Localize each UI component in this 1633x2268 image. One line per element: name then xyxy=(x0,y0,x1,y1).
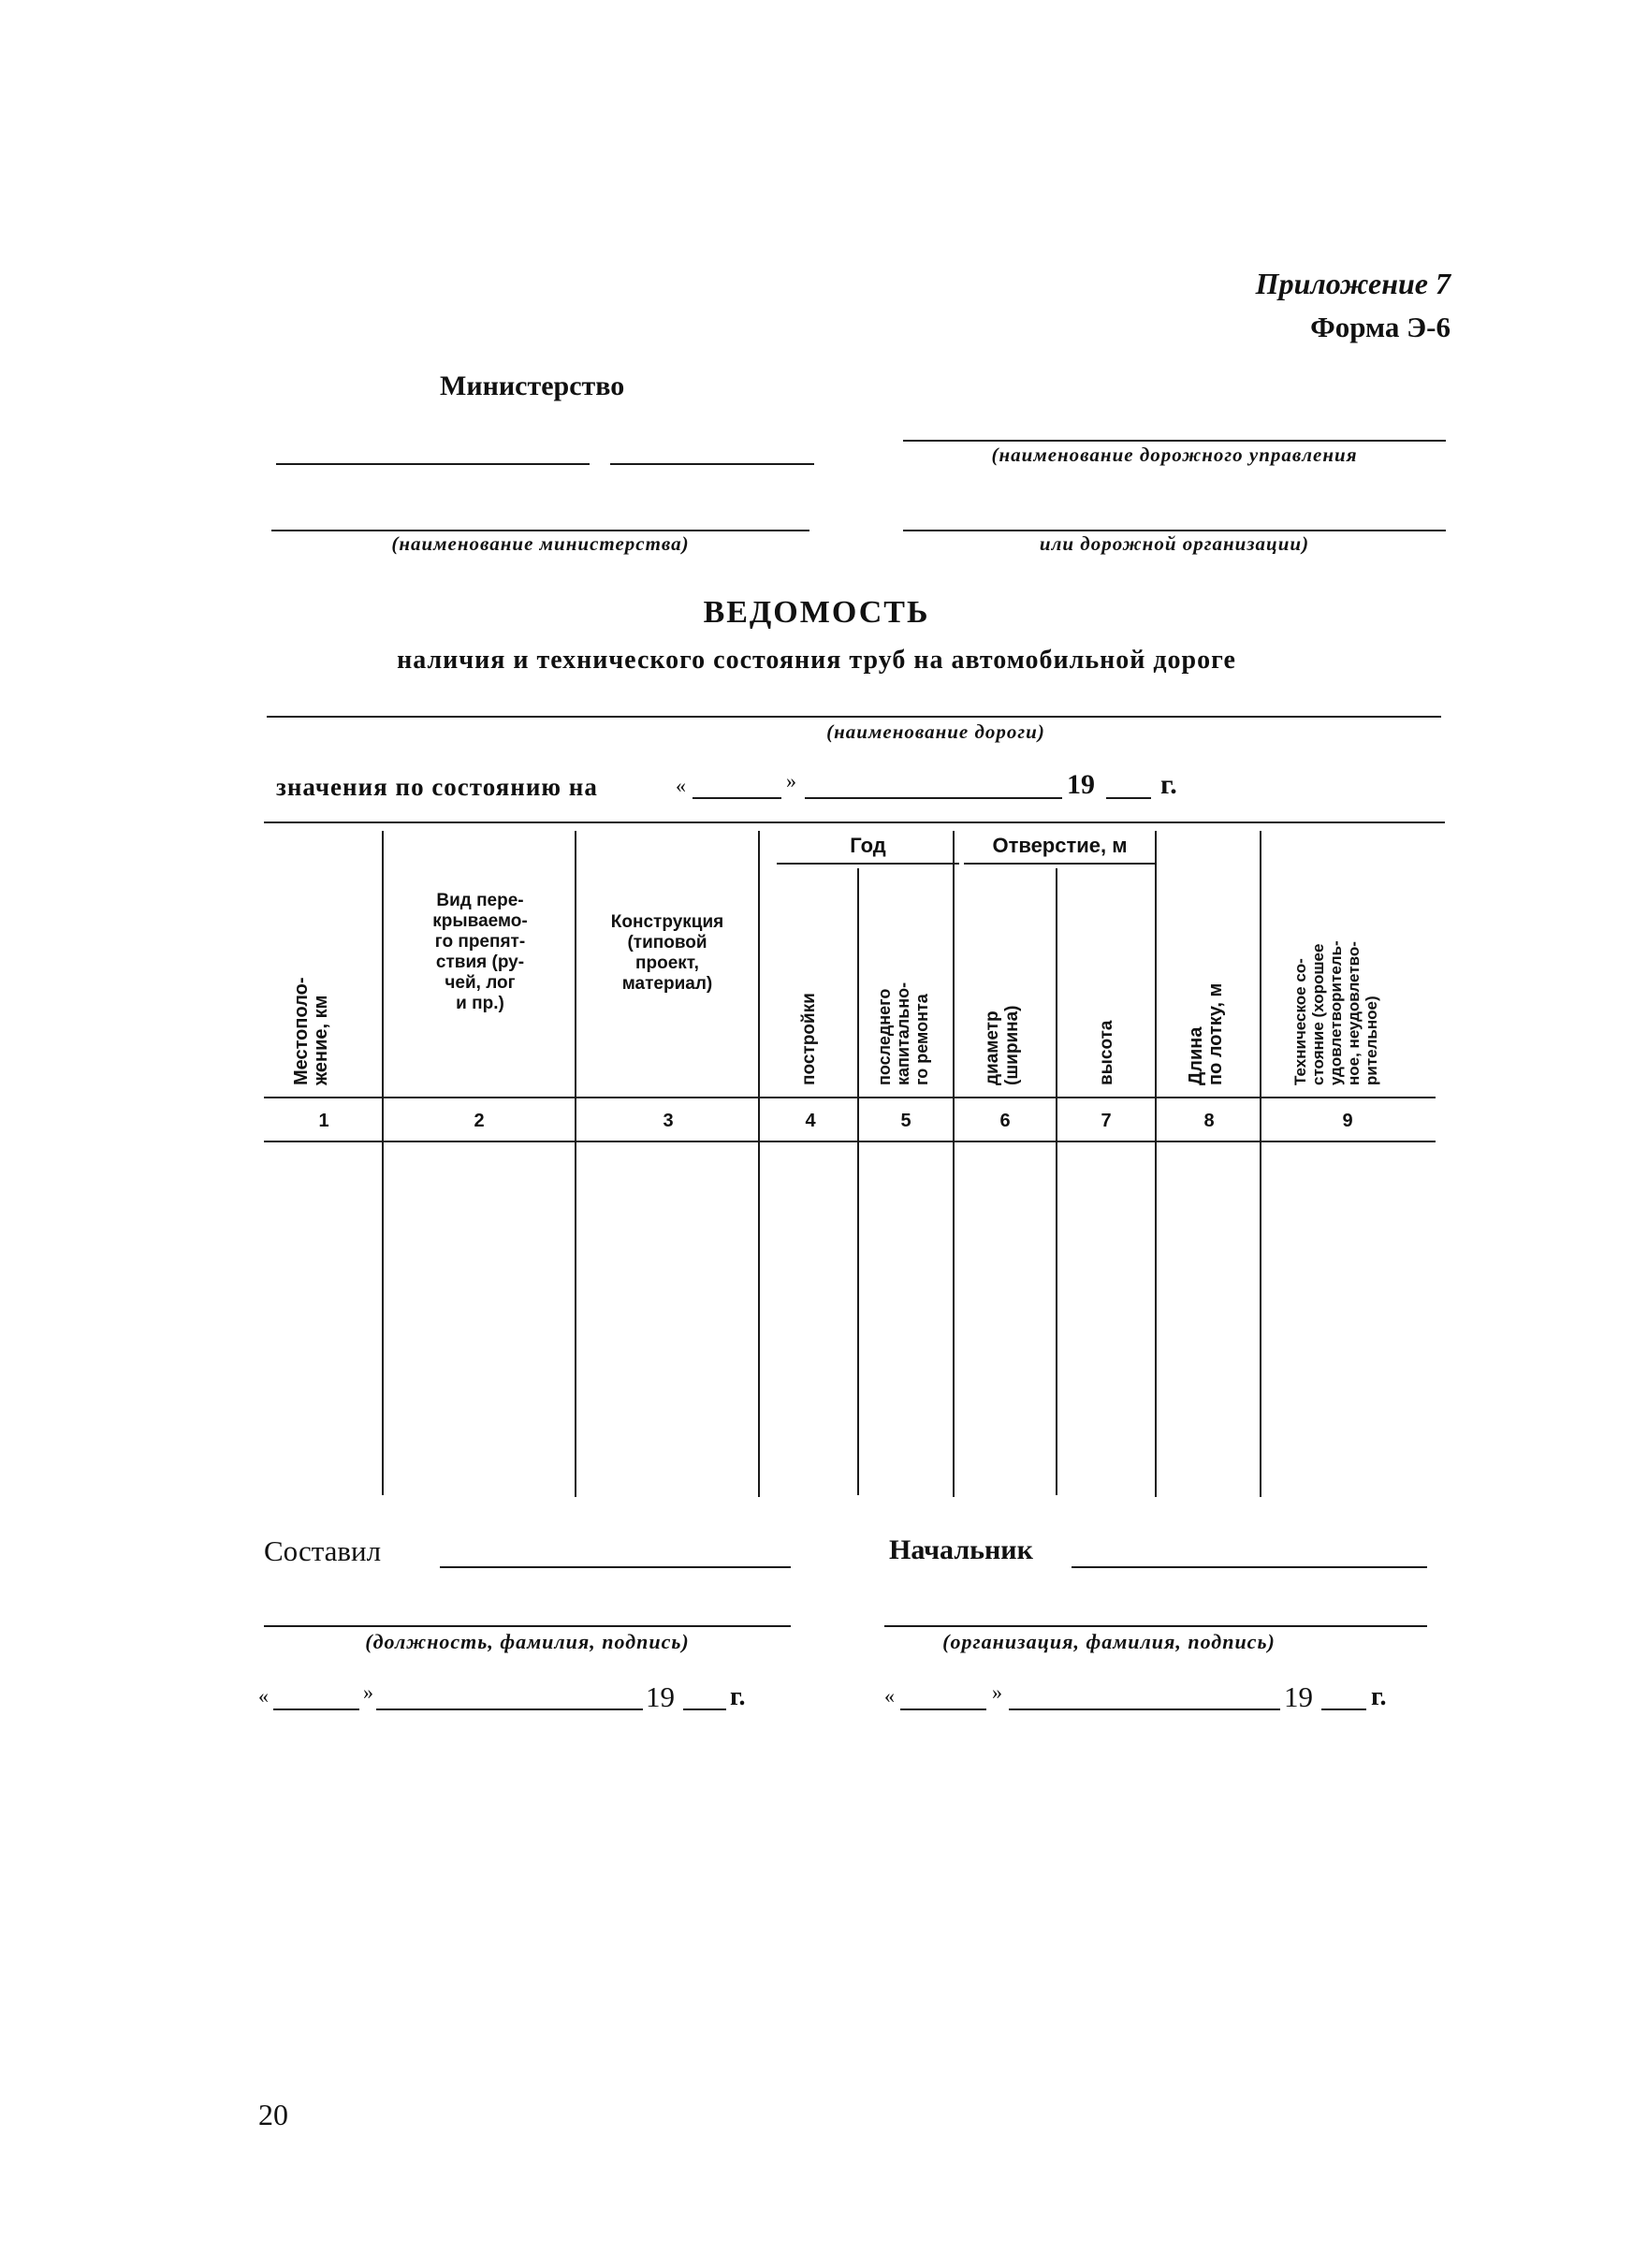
col-number-2: 2 xyxy=(474,1111,485,1131)
col-number-6: 6 xyxy=(999,1111,1011,1131)
chief-date-month-line xyxy=(1009,1708,1280,1710)
date-month-line xyxy=(805,797,1062,799)
date-prefix: значения по состоянию на xyxy=(276,773,598,801)
col-header-diameter: диаметр (ширина) xyxy=(983,1005,1022,1085)
opening-group-rule xyxy=(964,863,1156,865)
ministry-line-1b xyxy=(610,463,814,465)
ministry-line-1a xyxy=(276,463,590,465)
road-name-line xyxy=(267,716,1441,718)
col-header-length: Длина по лотку, м xyxy=(1186,982,1226,1085)
col-number-5: 5 xyxy=(900,1111,911,1131)
compiled-date-year-line xyxy=(683,1708,726,1710)
compiled-line-1 xyxy=(440,1566,791,1568)
col-number-3: 3 xyxy=(663,1111,674,1131)
road-name-caption: (наименование дороги) xyxy=(826,720,1045,743)
page-number: 20 xyxy=(258,2098,288,2131)
form-label: Форма Э-6 xyxy=(1310,311,1451,343)
chief-date-year-line xyxy=(1321,1708,1366,1710)
compiled-line-2 xyxy=(264,1625,791,1627)
compiled-date-close-quote: » xyxy=(363,1680,373,1704)
col-number-8: 8 xyxy=(1203,1111,1215,1131)
col-divider-7 xyxy=(1155,831,1157,1497)
col-header-built: постройки xyxy=(799,993,819,1085)
appendix-label: Приложение 7 xyxy=(1255,267,1451,300)
col-header-construction: Конструкция (типовой проект, материал) xyxy=(610,912,724,994)
chief-date-close-quote: » xyxy=(992,1680,1002,1704)
road-admin-line-1 xyxy=(903,440,1446,442)
col-header-height: высота xyxy=(1097,1020,1116,1085)
col-header-condition: Техническое со- стояние (хорошее удовлетворитель- ное, неудовлетво- рительное) xyxy=(1291,940,1380,1085)
date-open-quote: « xyxy=(676,774,686,797)
ministry-label: Министерство xyxy=(440,371,625,401)
compiled-date-year-prefix: 19 xyxy=(646,1680,675,1713)
col-divider-2 xyxy=(575,831,576,1497)
date-year-prefix: 19 xyxy=(1067,769,1095,800)
chief-line-1 xyxy=(1072,1566,1427,1568)
year-group-header: Год xyxy=(850,834,886,857)
col-number-4: 4 xyxy=(805,1111,816,1131)
compiled-caption: (должность, фамилия, подпись) xyxy=(365,1630,690,1653)
col-divider-8 xyxy=(1260,831,1261,1497)
document-title: ВЕДОМОСТЬ xyxy=(703,595,930,630)
col-header-repair: последнего капитально- го ремонта xyxy=(875,981,931,1085)
compiled-date-day-line xyxy=(273,1708,359,1710)
road-admin-caption-2: или дорожной организации) xyxy=(1039,532,1310,555)
document-subtitle: наличия и технического состояния труб на автомобильной дороге xyxy=(397,646,1236,675)
col-divider-1 xyxy=(382,831,384,1495)
date-year-line xyxy=(1106,797,1151,799)
chief-date-year-suffix: г. xyxy=(1371,1682,1387,1711)
road-admin-caption-1: (наименование дорожного управления xyxy=(991,443,1358,466)
ministry-caption: (наименование министерства) xyxy=(391,532,690,555)
compiled-date-month-line xyxy=(376,1708,643,1710)
chief-line-2 xyxy=(884,1625,1427,1627)
compiled-label: Составил xyxy=(264,1534,382,1567)
table-top-rule xyxy=(264,821,1445,823)
chief-date-day-line xyxy=(900,1708,986,1710)
chief-date-year-prefix: 19 xyxy=(1284,1680,1313,1713)
opening-group-header: Отверстие, м xyxy=(992,834,1128,857)
year-group-rule xyxy=(777,863,959,865)
col-number-1: 1 xyxy=(318,1111,329,1131)
date-day-line xyxy=(693,797,781,799)
col-divider-3 xyxy=(758,831,760,1497)
chief-date-open-quote: « xyxy=(884,1684,895,1708)
col-divider-5 xyxy=(953,831,955,1497)
col-number-7: 7 xyxy=(1101,1111,1112,1131)
col-number-9: 9 xyxy=(1342,1111,1353,1131)
road-admin-line-2 xyxy=(903,530,1446,531)
compiled-date-open-quote: « xyxy=(258,1684,269,1708)
compiled-date-year-suffix: г. xyxy=(730,1682,746,1711)
col-divider-6 xyxy=(1056,868,1057,1495)
col-divider-4 xyxy=(857,868,859,1495)
col-header-obstacle: Вид пере- крываемо- го препят- ствия (ру- чей, лог и пр.) xyxy=(432,891,528,1013)
chief-caption: (организация, фамилия, подпись) xyxy=(942,1630,1276,1653)
col-header-location: Местополо- жение, км xyxy=(291,977,331,1085)
ministry-line-2 xyxy=(271,530,809,531)
chief-label: Начальник xyxy=(889,1534,1033,1565)
date-year-suffix: г. xyxy=(1160,769,1177,800)
date-close-quote: » xyxy=(786,769,796,792)
